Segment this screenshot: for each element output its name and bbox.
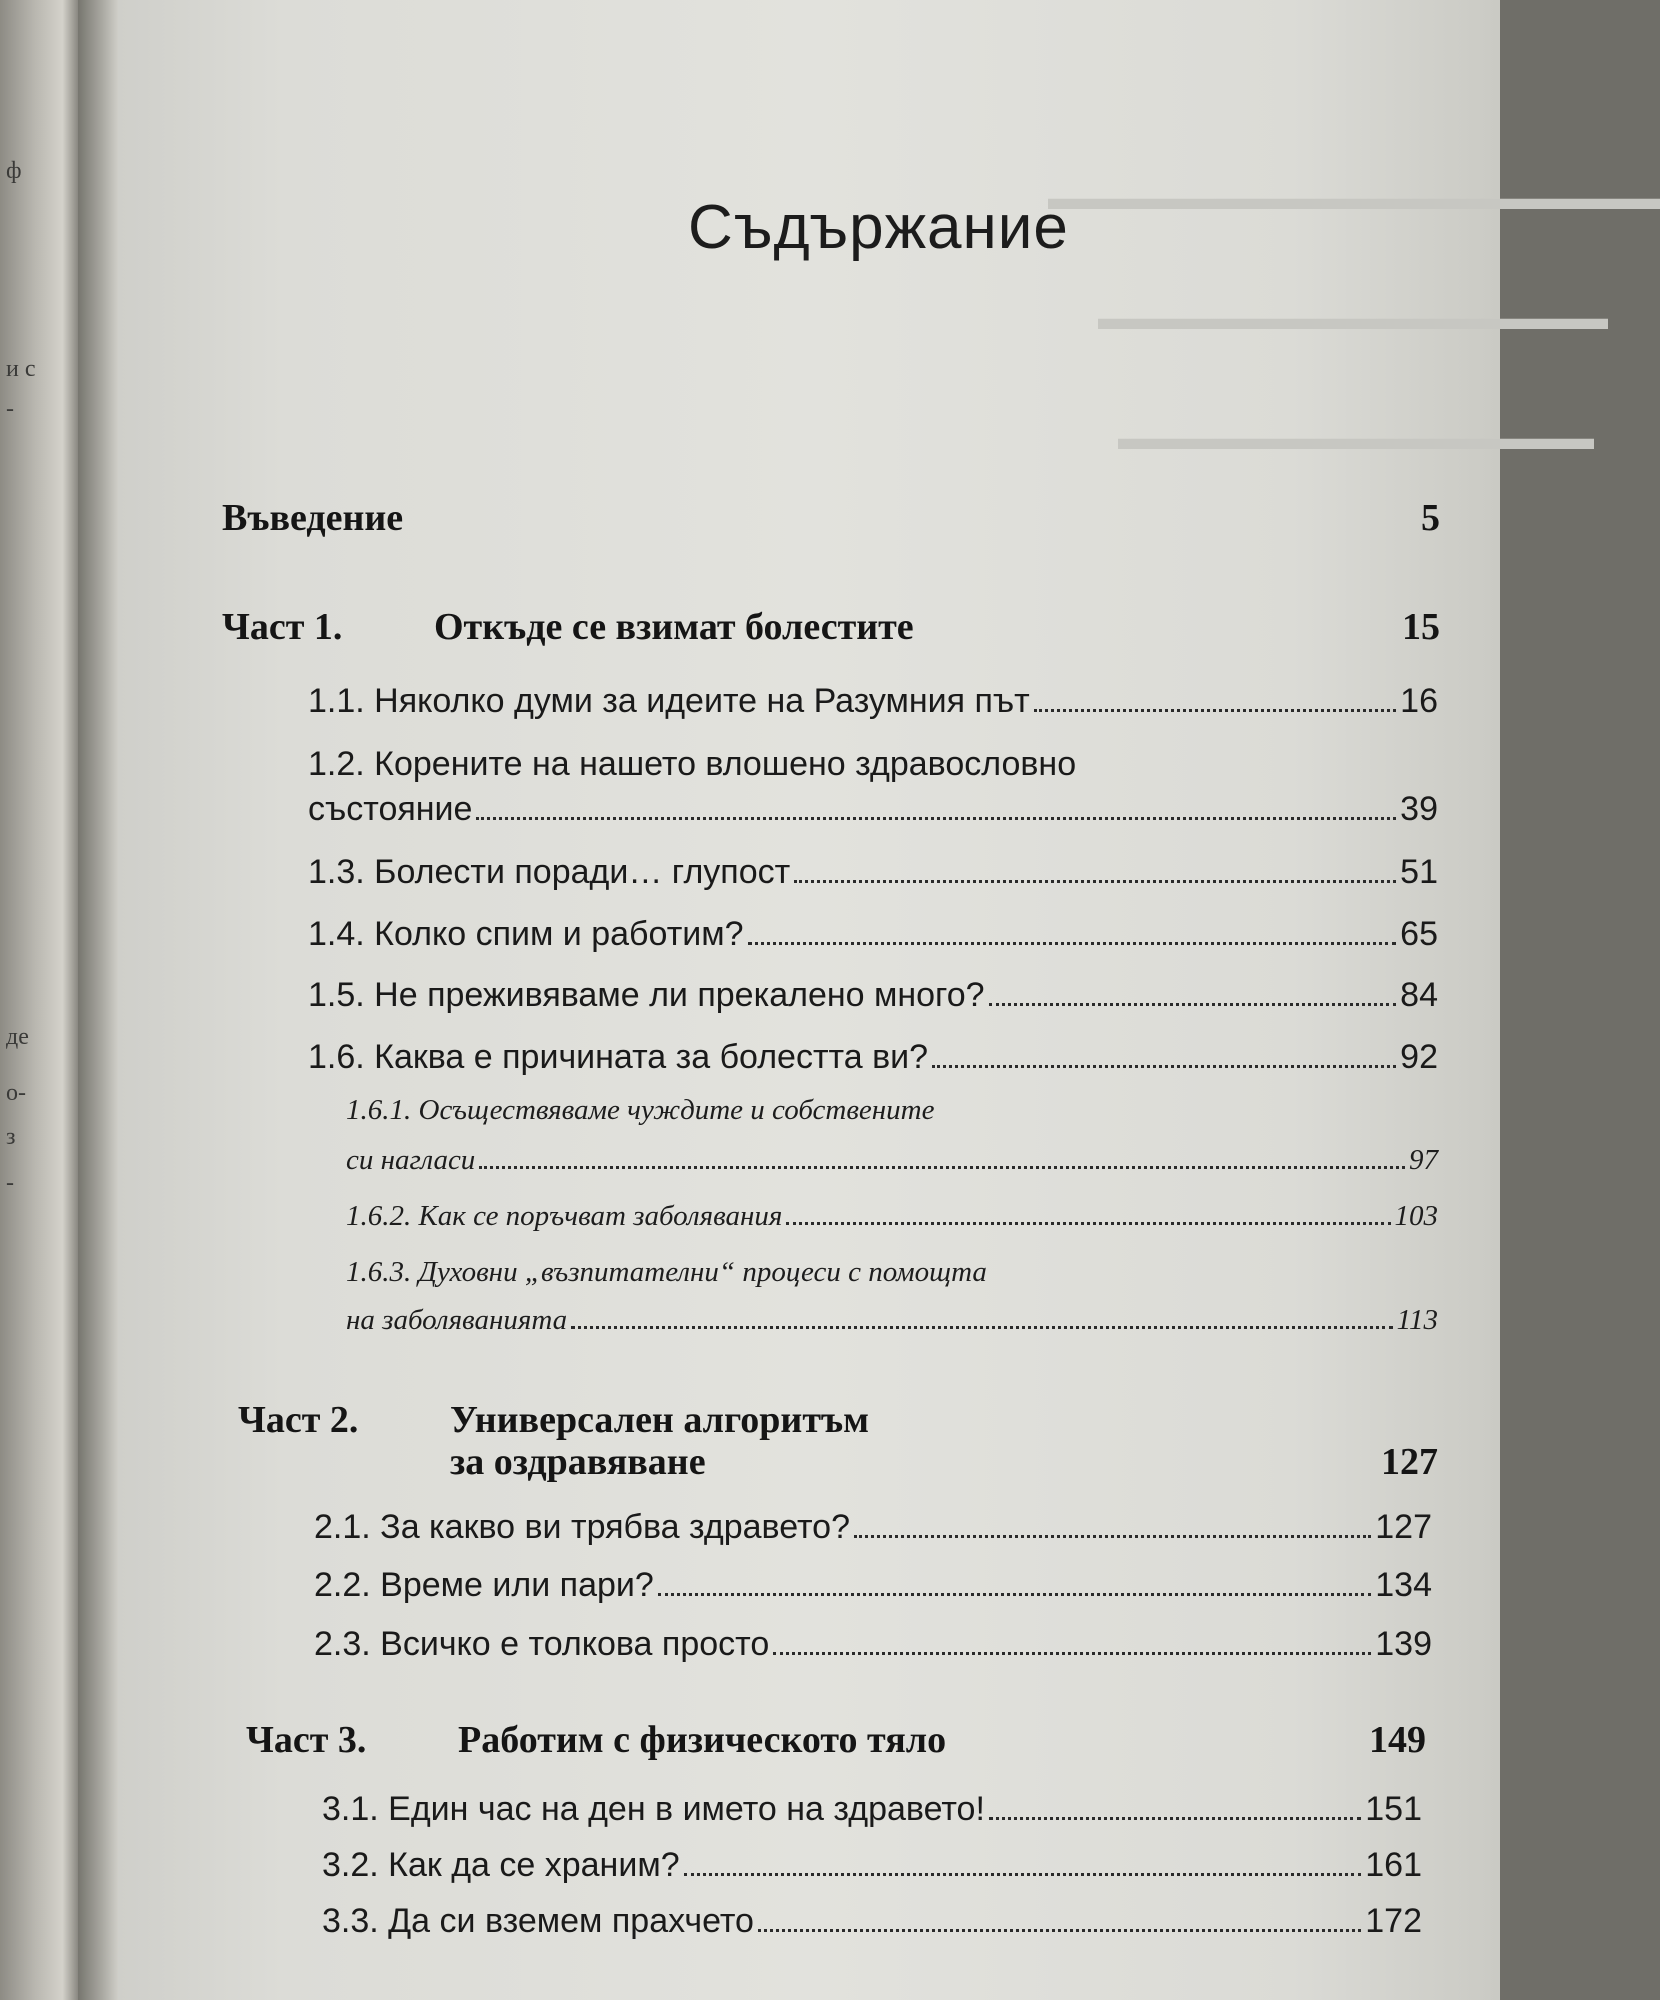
facing-page-fragment: -	[6, 396, 14, 422]
facing-page-fragment: ф	[6, 158, 22, 184]
toc-entry-label: 1.1. Няколко думи за идеите на Разумния път	[308, 682, 1030, 720]
toc-entry-label: 1.3. Болести поради… глупост	[308, 853, 791, 891]
toc-entry-label: 1.6. Каква е причината за болестта ви?	[308, 1038, 929, 1076]
facing-page-fragment: о-	[6, 1080, 26, 1106]
toc-page	[118, 0, 1660, 2000]
bleed-through-texture: ▬▬▬▬▬▬▬▬▬▬▬▬▬▬	[1118, 420, 1594, 457]
toc-subentry-label: 1.6.3. Духовни „възпитателни“ процеси с помощта	[346, 1256, 987, 1288]
toc-entry-page: 139	[1375, 1625, 1432, 1663]
toc-entry	[322, 1846, 1422, 1885]
toc-entry	[308, 976, 1438, 1015]
bleed-through-texture: ▬▬▬▬▬▬▬▬▬▬▬▬▬▬▬	[1098, 300, 1608, 337]
facing-page-fragment: де	[6, 1024, 29, 1050]
toc-part-3-row	[246, 1718, 1426, 1762]
toc-subentry-label-continued: си нагласи	[346, 1144, 476, 1176]
toc-part-1-row	[222, 605, 1440, 649]
toc-entry-page: 151	[1365, 1790, 1422, 1828]
leader-dots	[571, 1326, 1393, 1329]
facing-page-fragment: и с	[6, 356, 36, 382]
toc-entry	[308, 1038, 1438, 1077]
leader-dots	[786, 1222, 1390, 1225]
toc-entry-page: 92	[1400, 1038, 1438, 1076]
toc-subentry-page: 103	[1394, 1200, 1438, 1232]
leader-dots	[748, 942, 1397, 945]
toc-entry-label: 1.2. Корените на нашето влошено здравословно	[308, 745, 1077, 783]
part-number: Част 2.	[238, 1399, 359, 1441]
facing-page-fragment: з	[6, 1124, 16, 1150]
toc-entry	[314, 1566, 1432, 1605]
toc-entry-page: 39	[1400, 790, 1438, 828]
part-title: Откъде се взимат болестите	[434, 606, 914, 648]
page-title: Съдържание	[688, 193, 1069, 262]
toc-subentry-page: 97	[1409, 1144, 1438, 1176]
part-page: 15	[1402, 606, 1440, 648]
toc-entry-label: 1.4. Колко спим и работим?	[308, 915, 744, 953]
toc-subentry-page: 113	[1396, 1304, 1438, 1336]
leader-dots	[479, 1166, 1405, 1169]
toc-entry-label-continued: състояние	[308, 790, 473, 828]
leader-dots	[989, 1003, 1397, 1006]
toc-entry-label: 3.1. Един час на ден в името на здравето!	[322, 1790, 985, 1828]
toc-entry-page: 65	[1400, 915, 1438, 953]
part-title: Работим с физическото тяло	[458, 1719, 947, 1761]
leader-dots	[476, 817, 1396, 820]
leader-dots	[758, 1929, 1361, 1932]
toc-entry	[314, 1625, 1432, 1664]
toc-subentry	[346, 1200, 1438, 1233]
toc-part-2-row	[238, 1398, 1438, 1442]
bleed-through-texture: ▬▬▬▬▬▬▬▬▬▬▬▬▬▬▬▬▬▬	[1048, 180, 1660, 217]
toc-entry-page: 172	[1365, 1902, 1422, 1940]
toc-entry-page: 16	[1400, 682, 1438, 720]
toc-intro-page: 5	[1421, 497, 1440, 539]
toc-entry-label: 2.3. Всичко е толкова просто	[314, 1625, 770, 1663]
toc-entry	[308, 915, 1438, 954]
toc-subentry	[346, 1144, 1438, 1177]
toc-intro-row	[222, 496, 1440, 540]
toc-subentry-label: 1.6.2. Как се поръчват заболявания	[346, 1200, 783, 1232]
toc-entry	[308, 790, 1438, 829]
toc-entry	[322, 1790, 1422, 1829]
toc-entry	[308, 682, 1438, 721]
leader-dots	[989, 1817, 1361, 1820]
toc-entry-label: 2.1. За какво ви трябва здравето?	[314, 1508, 850, 1546]
toc-entry-label: 2.2. Време или пари?	[314, 1566, 654, 1604]
part-title: Универсален алгоритъм	[450, 1399, 870, 1441]
leader-dots	[658, 1593, 1371, 1596]
book-gutter	[78, 0, 118, 2000]
part-page: 127	[1381, 1441, 1438, 1483]
toc-subentry-label-continued: на заболяванията	[346, 1304, 568, 1336]
part-number: Част 1.	[222, 606, 343, 648]
leader-dots	[1034, 709, 1396, 712]
toc-entry	[308, 853, 1438, 892]
leader-dots	[773, 1652, 1371, 1655]
leader-dots	[794, 880, 1396, 883]
toc-intro-label: Въведение	[222, 497, 404, 539]
part-page: 149	[1369, 1719, 1426, 1761]
toc-part-2-row-continued	[238, 1440, 1438, 1484]
toc-entry-label: 3.3. Да си вземем прахчето	[322, 1902, 754, 1940]
toc-entry	[322, 1902, 1422, 1941]
toc-entry-label: 1.5. Не преживяваме ли прекалено много?	[308, 976, 985, 1014]
toc-subentry	[346, 1304, 1438, 1337]
facing-page-edge	[0, 0, 78, 2000]
leader-dots	[684, 1873, 1362, 1876]
toc-subentry-label: 1.6.1. Осъществяваме чуждите и собствените	[346, 1094, 935, 1126]
toc-entry-page: 134	[1375, 1566, 1432, 1604]
leader-dots	[854, 1535, 1371, 1538]
toc-entry-page: 84	[1400, 976, 1438, 1014]
facing-page-fragment: -	[6, 1170, 14, 1196]
toc-entry-label: 3.2. Как да се храним?	[322, 1846, 680, 1884]
toc-entry-page: 127	[1375, 1508, 1432, 1546]
part-title-continued: за оздравяване	[450, 1441, 706, 1483]
toc-entry-page: 161	[1365, 1846, 1422, 1884]
leader-dots	[932, 1065, 1396, 1068]
part-number: Част 3.	[246, 1719, 367, 1761]
toc-entry	[314, 1508, 1432, 1547]
toc-entry-page: 51	[1400, 853, 1438, 891]
